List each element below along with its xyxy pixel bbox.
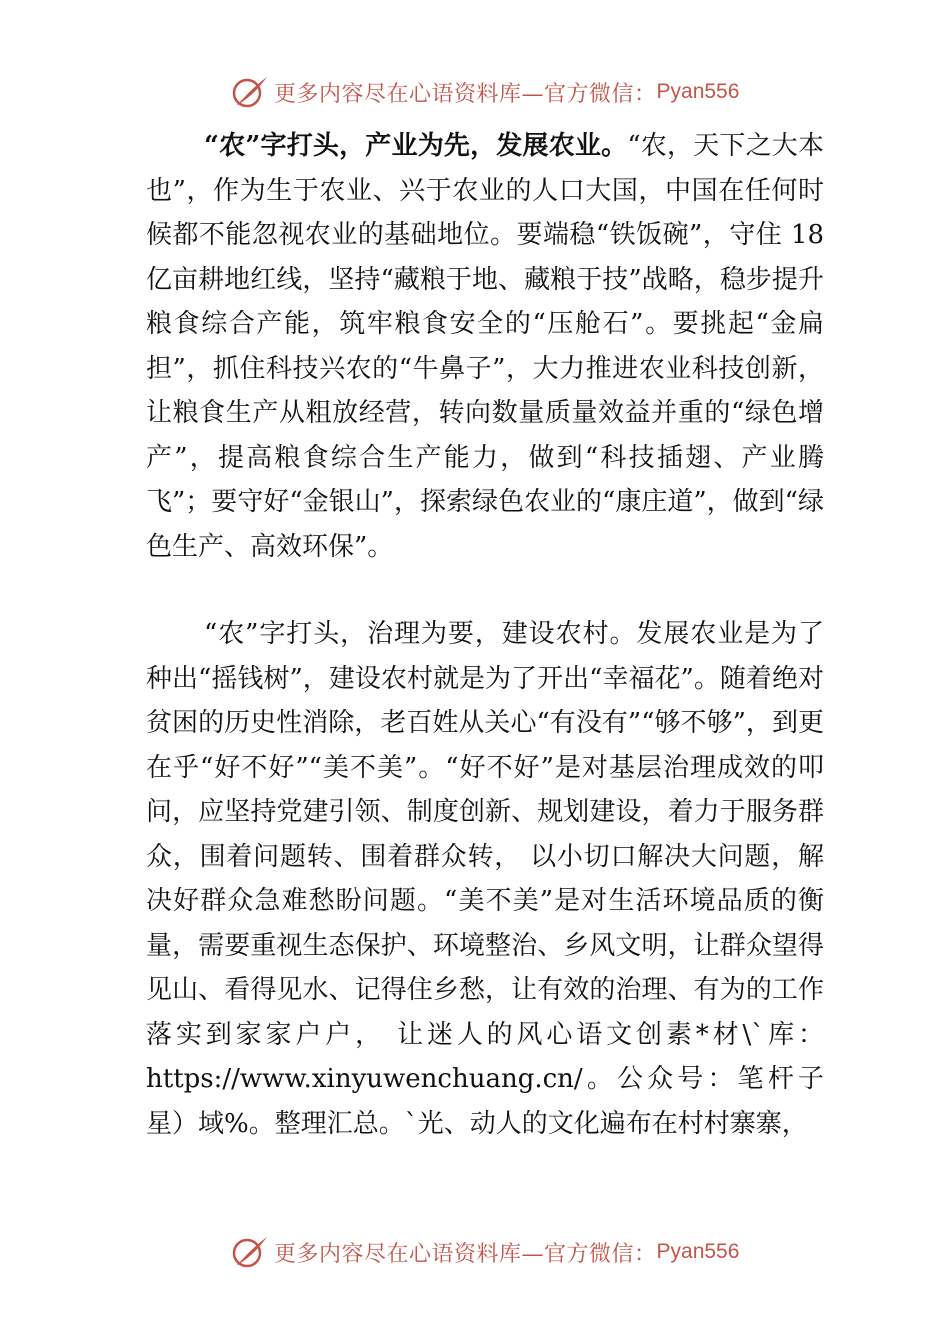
watermark-text: 更多内容尽在心语资料库—官方微信： <box>274 1241 657 1267</box>
paragraph-body: “农”字打头，治理为要，建设农村。发展农业是为了种出“摇钱树”，建设农村就是为了开出“幸福花”。随着绝对贫困的历史性消除，老百姓从关心“有没有”“够不够”，到更在乎“好不好”“美不美”。“好不好”是对基层治理成效的叩问，应坚持党建引领、制度创新、规划建设，着力于服务群众，围着问题转、围着群众转， 以小切口解决大问题，解决好群众急难愁盼问题。“美不美”是对生活环境品质的衡量，需要重视生态保护、环境整治、乡风文明，让群众望得见山、看得见水、记得住乡愁，让有效的治理、有为的工作落实到家家户户， 让迷人的风心语文创素*材\`库：https://www.xinyuwenchuang.cn/。公众号：笔杆子星）域%。整理汇总。`光、动人的文化遍布在村村寨寨， <box>146 619 824 1139</box>
watermark-text: 更多内容尽在心语资料库—官方微信： <box>274 81 657 107</box>
paragraph-agriculture <box>146 124 824 569</box>
quill-logo-icon <box>230 1234 270 1270</box>
quill-logo-icon <box>230 74 270 110</box>
paragraph-body: “农，天下之大本也”，作为生于农业、兴于农业的人口大国，中国在任何时候都不能忽视农业的基础地位。要端稳“铁饭碗”，守住 18 亿亩耕地红线，坚持“藏粮于地、藏粮于技”战略，稳步提升粮食综合产能，筑牢粮食安全的“压舱石”。要挑起“金扁担”，抓住科技兴农的“牛鼻子”，大力推进农业科技创新，让粮食生产从粗放经营，转向数量质量效益并重的“绿色增产”，提高粮食综合生产能力，做到“科技插翅、产业腾飞”；要守好“金银山”，探索绿色农业的“康庄道”，做到“绿色生产、高效环保”。 <box>146 131 824 562</box>
watermark-wechat-id: Pyan556 <box>656 80 740 103</box>
paragraph-lead: “农”字打头，产业为先，发展农业。 <box>204 131 628 161</box>
paragraph-rural-governance <box>146 612 824 1146</box>
watermark-wechat-id: Pyan556 <box>656 1240 740 1263</box>
footer-watermark <box>230 1234 739 1270</box>
header-watermark <box>230 74 739 110</box>
